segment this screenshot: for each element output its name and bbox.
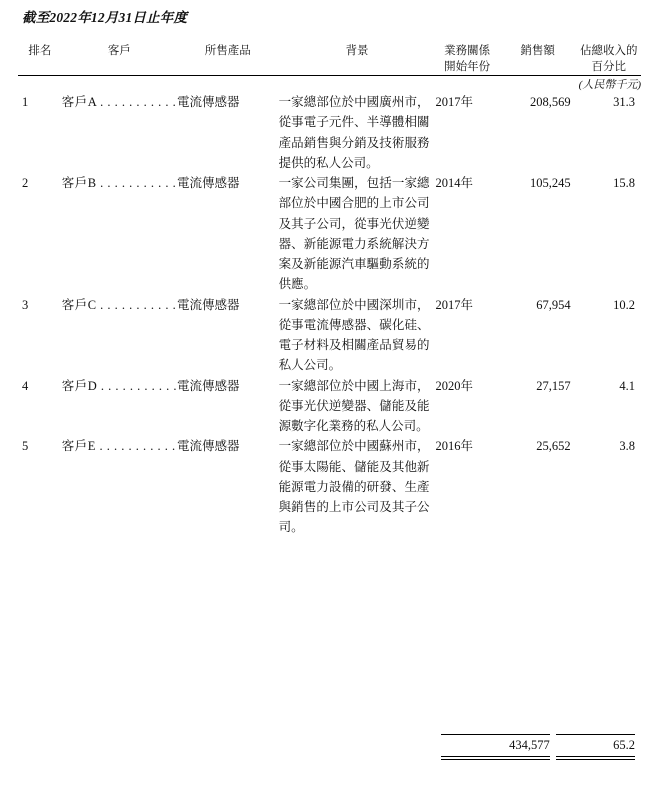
- column-header-background: 背景: [345, 45, 369, 57]
- column-header-percentage: [577, 44, 641, 75]
- unit-spacer-2: [62, 76, 177, 92]
- cell-percentage: 4.1: [619, 378, 635, 393]
- cell-percentage: 3.8: [619, 439, 635, 454]
- period-title: 截至2022年12月31日止年度: [22, 10, 188, 25]
- totals-double-rule-pct: [556, 753, 641, 760]
- totals-block: [441, 734, 641, 760]
- relationship-year-line1: 業務關係: [444, 45, 491, 57]
- cell-product: 電流傳感器: [176, 95, 240, 110]
- cell-background: 一家總部位於中國廣州市，從事電子元件、半導體相關產品銷售與分銷及技術服務提供的私人公司。: [278, 95, 430, 170]
- cell-rank: 3: [22, 297, 29, 312]
- total-sales: 434,577: [509, 738, 550, 752]
- totals-double-rule-sales: [441, 753, 556, 760]
- table-row: [18, 376, 641, 437]
- cell-client: 客戶B . . . . . . . . . . .: [61, 176, 177, 191]
- column-header-relationship-year: [436, 44, 499, 75]
- cell-year: 2020年: [435, 378, 474, 393]
- column-header-rank: 排名: [28, 45, 52, 57]
- cell-product: 電流傳感器: [176, 439, 240, 454]
- cell-year: 2016年: [435, 439, 474, 454]
- relationship-year-line2: 開始年份: [444, 60, 491, 73]
- cell-product: 電流傳感器: [176, 297, 240, 312]
- cell-client: 客戶C . . . . . . . . . . .: [61, 297, 177, 312]
- cell-background: 一家公司集團，包括一家總部位於中國合肥的上市公司及其子公司，從事光伏逆變器、新能源電力系統解決方案及新能源汽車驅動系統的供應。: [278, 176, 430, 292]
- cell-percentage: 31.3: [613, 95, 635, 110]
- table-header-row: [18, 44, 641, 75]
- cell-client: 客戶D . . . . . . . . . . .: [61, 378, 177, 393]
- cell-year: 2017年: [435, 297, 474, 312]
- cell-client: 客戶E . . . . . . . . . . .: [61, 439, 176, 454]
- cell-rank: 5: [22, 439, 29, 454]
- cell-client: 客戶A . . . . . . . . . . .: [61, 95, 177, 110]
- column-header-product: 所售產品: [204, 45, 251, 57]
- table-row: [18, 92, 641, 173]
- cell-sales: 25,652: [536, 439, 571, 454]
- table-row: [18, 173, 641, 295]
- totals-values-row: [441, 738, 641, 753]
- cell-rank: 2: [22, 176, 29, 191]
- cell-year: 2017年: [435, 95, 474, 110]
- total-percentage: 65.2: [613, 738, 635, 752]
- table-row: [18, 295, 641, 376]
- unit-note: (人民幣千元): [578, 79, 641, 92]
- unit-note-row: [18, 76, 641, 92]
- unit-spacer-3: [177, 76, 279, 92]
- cell-sales: 27,157: [536, 378, 571, 393]
- table-row: [18, 436, 641, 537]
- percentage-line2: 百分比: [591, 60, 627, 73]
- cell-year: 2014年: [435, 176, 474, 191]
- cell-background: 一家總部位於中國上海市，從事光伏逆變器、儲能及能源數字化業務的私人公司。: [278, 378, 430, 434]
- cell-rank: 1: [22, 95, 29, 110]
- percentage-line1: 佔總收入的: [580, 45, 638, 57]
- cell-rank: 4: [22, 378, 29, 393]
- cell-sales: 67,954: [536, 297, 571, 312]
- cell-background: 一家總部位於中國蘇州市，從事太陽能、儲能及其他新能源電力設備的研發、生產與銷售的上市公司及其子公司。: [278, 439, 430, 535]
- cell-percentage: 10.2: [613, 297, 635, 312]
- column-header-sales: 銷售額: [520, 45, 555, 57]
- unit-spacer-4: [279, 76, 436, 92]
- table-body: [18, 92, 641, 538]
- column-header-client: 客戶: [107, 45, 131, 57]
- unit-spacer-5: [436, 76, 499, 92]
- cell-product: 電流傳感器: [176, 176, 240, 191]
- cell-product: 電流傳感器: [176, 378, 240, 393]
- unit-spacer-1: [18, 76, 62, 92]
- top-customers-table: [18, 44, 641, 538]
- cell-sales: 208,569: [529, 95, 571, 110]
- cell-sales: 105,245: [529, 176, 571, 191]
- totals-rule-double: [441, 753, 641, 760]
- cell-percentage: 15.8: [613, 176, 635, 191]
- cell-background: 一家總部位於中國深圳市，從事電流傳感器、碳化硅、電子材料及相關產品貿易的私人公司。: [278, 297, 430, 373]
